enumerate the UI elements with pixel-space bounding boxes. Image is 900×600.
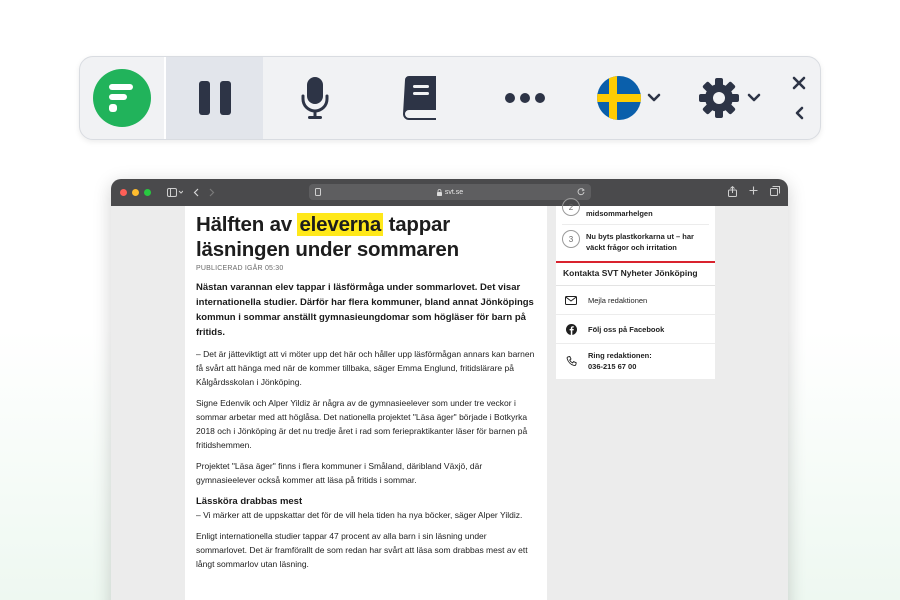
dictionary-button[interactable] <box>367 57 471 139</box>
logo-button[interactable] <box>80 57 164 139</box>
contact-label: Mejla redaktionen <box>588 295 648 305</box>
more-options-button[interactable] <box>471 57 578 139</box>
chevron-down-icon <box>647 93 661 103</box>
zoom-window-button[interactable] <box>144 189 151 196</box>
article-paragraph: – Det är jätteviktigt att vi möter upp det här och håller upp läsförmågan annars kan barnen få svårt att hänga med när de kommer tillbaka, säger Emma Englund, fritidslärare på Kålgårdsskolan i Jönköping. <box>196 349 535 387</box>
close-window-button[interactable] <box>120 189 127 196</box>
most-read-item[interactable] <box>556 230 715 253</box>
published-time: PUBLICERAD IGÅR 05:30 <box>196 265 284 272</box>
forward-arrow-icon[interactable] <box>209 188 215 197</box>
divider <box>562 224 709 225</box>
article-paragraph: Enligt internationella studier tappar 47 procent av alla barn i sin läsning under sommarlovet. Det är framförallt de som redan har svårt att läsa som drabbas mest av ett långt sommarlov utan läsning. <box>196 531 528 569</box>
contact-label: Följ oss på Facebook <box>588 324 665 334</box>
more-dots-icon <box>504 92 546 104</box>
rank-number: 3 <box>562 230 580 248</box>
microphone-button[interactable] <box>263 57 367 139</box>
most-read-item[interactable] <box>556 198 715 219</box>
mail-icon <box>565 296 577 305</box>
phone-number: 036-215 67 00 <box>588 362 637 371</box>
contact-label: Ring redaktionen: <box>588 351 652 360</box>
url-text: svt.se <box>444 188 464 196</box>
article <box>185 206 547 600</box>
readspeaker-logo-icon <box>93 69 151 127</box>
article-headline: Hälften av eleverna tappar läsningen under sommaren <box>196 213 459 261</box>
minimize-window-button[interactable] <box>132 189 139 196</box>
tab-overview-icon[interactable] <box>770 186 780 196</box>
language-select[interactable] <box>578 57 679 139</box>
close-icon[interactable] <box>792 76 806 90</box>
pause-icon <box>197 79 233 117</box>
article-subheading: Lässköra drabbas mest <box>196 496 303 507</box>
contact-facebook-link[interactable] <box>556 315 715 344</box>
web-page <box>111 202 788 600</box>
article-lead: Nästan varannan elev tappar i läsförmåga under sommarlovet. Det visar internationella studier. Därför har flera kommuner, bland annat Jönköpings kommun i sommar anställt gymnasieungdomar som högläser för barn på fritids. <box>196 282 534 338</box>
dictionary-book-icon <box>400 76 438 120</box>
share-icon[interactable] <box>728 186 737 197</box>
most-read-title: Nu byts plastkorkarna ut – har väckt frågor och irritation <box>586 232 694 252</box>
address-bar[interactable] <box>309 184 591 200</box>
phone-icon <box>566 356 577 367</box>
page-icon <box>315 188 321 196</box>
read-aloud-toolbar <box>79 56 821 140</box>
gear-icon <box>697 76 741 120</box>
article-paragraph: Projektet "Läsa äger" finns i flera kommuner i Småland, däribland Växjö, där gymnasieelever också kommer att läsa på fritids i sommar. <box>196 461 483 485</box>
swedish-flag-icon <box>597 76 641 120</box>
chevron-down-icon <box>747 93 761 103</box>
sidebar <box>556 202 715 379</box>
contact-heading: Kontakta SVT Nyheter Jönköping <box>556 261 715 286</box>
contact-phone-link[interactable] <box>556 344 715 378</box>
chevron-left-icon[interactable] <box>794 106 804 120</box>
browser-window <box>111 179 788 600</box>
back-arrow-icon[interactable] <box>193 188 199 197</box>
article-paragraph: Signe Edenvik och Alper Yildiz är några av de gymnasieelever som under tre veckor i sommar arbetar med att höglåsa. Det nationella projektet "Läsa äger" började i Botkyrka 2018 och i Jönköping är det nu tredje året i rad som feriepraktikanter läser för barnen på fritidshemmen. <box>196 398 528 450</box>
microphone-icon <box>300 76 330 120</box>
sidebar-toggle-icon[interactable] <box>167 188 183 197</box>
rank-number: 2 <box>562 198 580 216</box>
reload-icon[interactable] <box>577 187 585 196</box>
settings-button[interactable] <box>679 57 778 139</box>
lock-icon <box>437 189 442 196</box>
highlighted-word: eleverna <box>299 213 382 236</box>
window-controls <box>120 189 151 196</box>
article-paragraph: – Vi märker att de uppskattar det för de vill hela tiden ha nya böcker, säger Alper Yildiz. <box>196 510 523 520</box>
new-tab-icon[interactable] <box>749 186 758 195</box>
facebook-icon <box>566 324 577 335</box>
toolbar-window-controls <box>778 57 820 139</box>
contact-email-link[interactable] <box>556 286 715 315</box>
most-read-title: midsommarhelgen <box>586 209 653 218</box>
pause-button[interactable] <box>166 57 263 139</box>
